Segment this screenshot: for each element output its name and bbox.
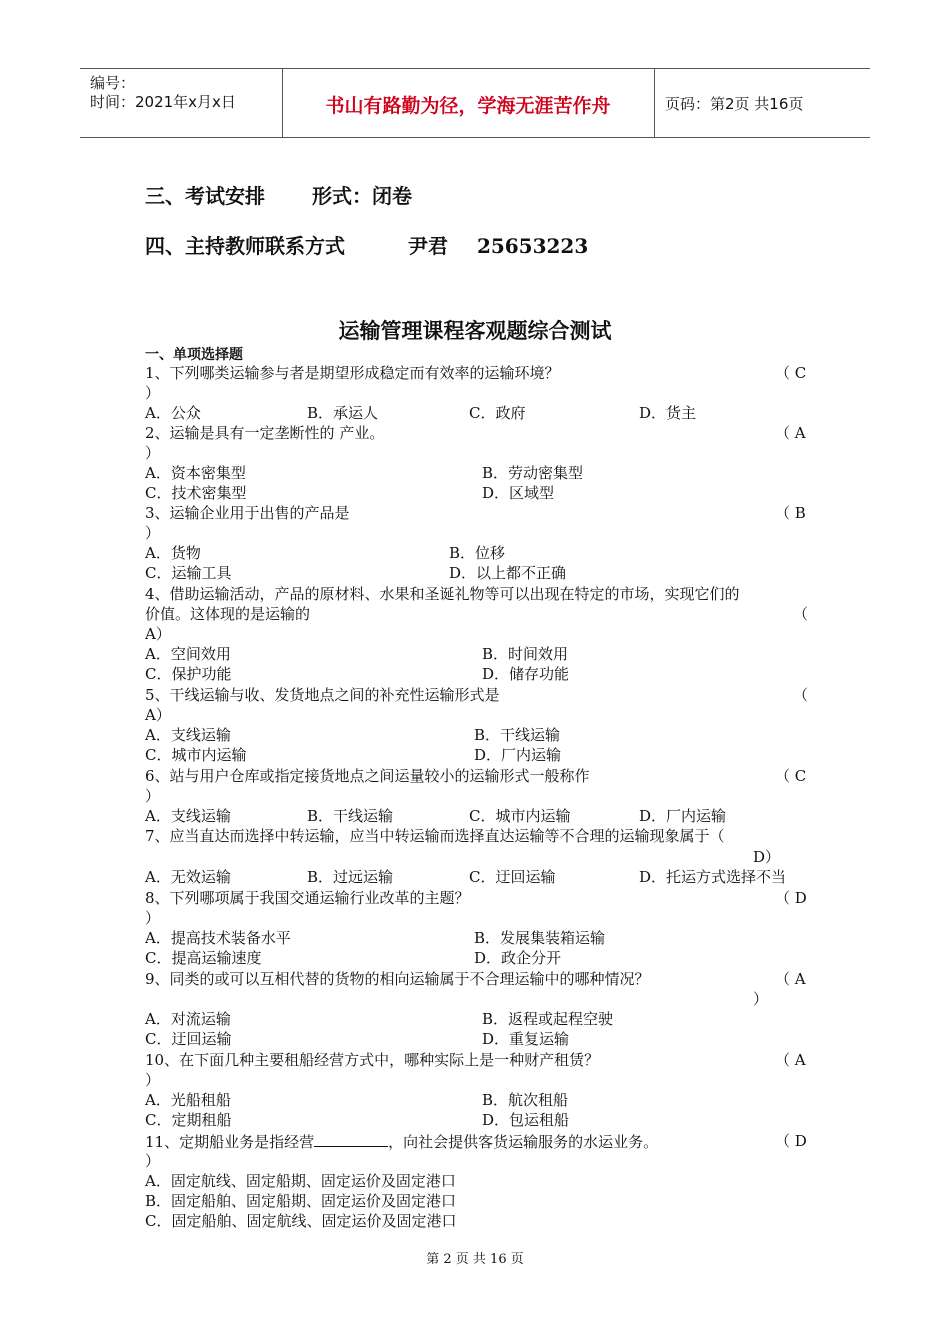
option: A．空间效用: [145, 645, 231, 663]
section-teacher-contact: [145, 230, 588, 259]
option: D．以上都不正确: [449, 564, 567, 582]
option: C．运输工具: [145, 564, 232, 582]
question-stem: 8、下列哪项属于我国交通运输行业改革的主题？: [145, 889, 470, 907]
answer-bracket-close: ）: [145, 1071, 161, 1089]
answer-bracket-close: ）: [753, 990, 769, 1008]
option: D．政企分开: [474, 949, 562, 967]
option: C．固定船舶、固定航线、固定运价及固定港口: [145, 1212, 457, 1230]
option: B．干线运输: [307, 807, 394, 825]
answer-bracket-close: ）: [145, 909, 161, 927]
option: B．航次租船: [482, 1091, 569, 1109]
option: C．技术密集型: [145, 484, 247, 502]
page-footer: 第 2 页 共 16 页: [426, 1252, 524, 1267]
option: A．货物: [145, 544, 201, 562]
question-stem: 1、下列哪类运输参与者是期望形成稳定而有效率的运输环境？: [145, 364, 560, 382]
header-info-cell: [80, 69, 283, 137]
option: A．对流运输: [145, 1010, 231, 1028]
question-stem: 5、干线运输与收、发货地点之间的补充性运输形式是: [145, 686, 500, 704]
option: B．发展集装箱运输: [474, 929, 606, 947]
time-label: 时间：2021年x月x日: [90, 93, 236, 111]
answer-bracket-close: ）: [145, 444, 161, 462]
answer-bracket-close: ）: [145, 384, 161, 402]
code-label: 编号：: [90, 74, 136, 92]
answer-bracket: （ A: [775, 424, 806, 442]
option: D．托运方式选择不当: [639, 868, 787, 886]
answer-bracket: （ C: [775, 364, 807, 382]
option: B．过远运输: [307, 868, 394, 886]
option: D．储存功能: [482, 665, 570, 683]
section-exam-arrangement: [145, 180, 412, 209]
answer-bracket: （ B: [775, 504, 806, 522]
answer-bracket-close: A）: [145, 706, 171, 724]
question-stem-part-b: ，向社会提供客货运输服务的水运业务。: [388, 1133, 659, 1151]
answer-bracket: （: [793, 605, 809, 623]
page-header: [80, 68, 870, 138]
option: B．劳动密集型: [482, 464, 584, 482]
header-page-cell: [655, 69, 870, 137]
answer-bracket: （ A: [775, 1051, 806, 1069]
test-title: 运输管理课程客观题综合测试: [338, 319, 612, 343]
page-info: 页码：第2页 共16页: [665, 95, 804, 113]
section-3-value: 形式：闭卷: [311, 184, 412, 208]
question-stem: 9、同类的或可以互相代替的货物的相向运输属于不合理运输中的哪种情况？: [145, 970, 650, 988]
option: A．无效运输: [145, 868, 231, 886]
option: D．重复运输: [482, 1030, 570, 1048]
option: B．时间效用: [482, 645, 569, 663]
section-3-label: 三、考试安排: [145, 184, 265, 208]
option: A．资本密集型: [145, 464, 246, 482]
fill-blank: [314, 1132, 388, 1147]
teacher-phone: 25653223: [476, 234, 589, 258]
option: D．厂内运输: [639, 807, 727, 825]
option: C．迂回运输: [469, 868, 556, 886]
option: D．区域型: [482, 484, 555, 502]
header-motto-cell: [282, 69, 655, 137]
question-stem: 3、运输企业用于出售的产品是: [145, 504, 350, 522]
option: B．位移: [449, 544, 506, 562]
answer-bracket-close: ）: [145, 1152, 161, 1170]
option: D．货主: [639, 404, 697, 422]
answer-bracket-close: ）: [145, 524, 161, 542]
answer-bracket-close: A）: [145, 625, 171, 643]
option: A．光船租船: [145, 1091, 231, 1109]
option: A．固定航线、固定船期、固定运价及固定港口: [145, 1172, 456, 1190]
question-stem-part-a: 11、定期船业务是指经营: [145, 1133, 315, 1151]
answer-bracket: （ A: [775, 970, 806, 988]
motto: 书山有路勤为径，学海无涯苦作舟: [325, 95, 611, 117]
option: A．支线运输: [145, 726, 231, 744]
option: C．保护功能: [145, 665, 232, 683]
question-stem-cont: 价值。这体现的是运输的: [145, 605, 311, 623]
option: B．返程或起程空驶: [482, 1010, 614, 1028]
option: C．定期租船: [145, 1111, 232, 1129]
question-stem: 4、借助运输活动，产品的原材料、水果和圣诞礼物等可以出现在特定的市场，实现它们的: [145, 585, 740, 603]
section-subtitle: 一、单项选择题: [145, 347, 243, 363]
option: C．城市内运输: [145, 746, 247, 764]
option: A．公众: [145, 404, 201, 422]
question-stem: 7、应当直达而选择中转运输，应当中转运输而选择直达运输等不合理的运输现象属于（: [145, 827, 725, 845]
answer-bracket: （ C: [775, 767, 807, 785]
option: C．迂回运输: [145, 1030, 232, 1048]
answer-bracket: （ D: [775, 889, 807, 907]
option: C．政府: [469, 404, 526, 422]
option: B．固定船舶、固定船期、固定运价及固定港口: [145, 1192, 457, 1210]
option: C．城市内运输: [469, 807, 571, 825]
option: C．提高运输速度: [145, 949, 262, 967]
option: B．干线运输: [474, 726, 561, 744]
option: A．支线运输: [145, 807, 231, 825]
question-stem: 10、在下面几种主要租船经营方式中，哪种实际上是一种财产租赁？: [145, 1051, 600, 1069]
answer-bracket: （ D: [775, 1132, 807, 1150]
answer-bracket-close: D）: [753, 848, 781, 866]
question-stem: 2、运输是具有一定垄断性的 产业。: [145, 424, 385, 442]
option: B．承运人: [307, 404, 379, 422]
option: D．包运租船: [482, 1111, 570, 1129]
question-stem: [145, 1132, 658, 1151]
answer-bracket-close: ）: [145, 787, 161, 805]
option: D．厂内运输: [474, 746, 562, 764]
option: A．提高技术装备水平: [145, 929, 291, 947]
question-stem: 6、站与用户仓库或指定接货地点之间运量较小的运输形式一般称作: [145, 767, 590, 785]
answer-bracket: （: [793, 686, 809, 704]
section-4-label: 四、主持教师联系方式: [145, 234, 345, 258]
teacher-name: 尹君: [407, 234, 448, 258]
